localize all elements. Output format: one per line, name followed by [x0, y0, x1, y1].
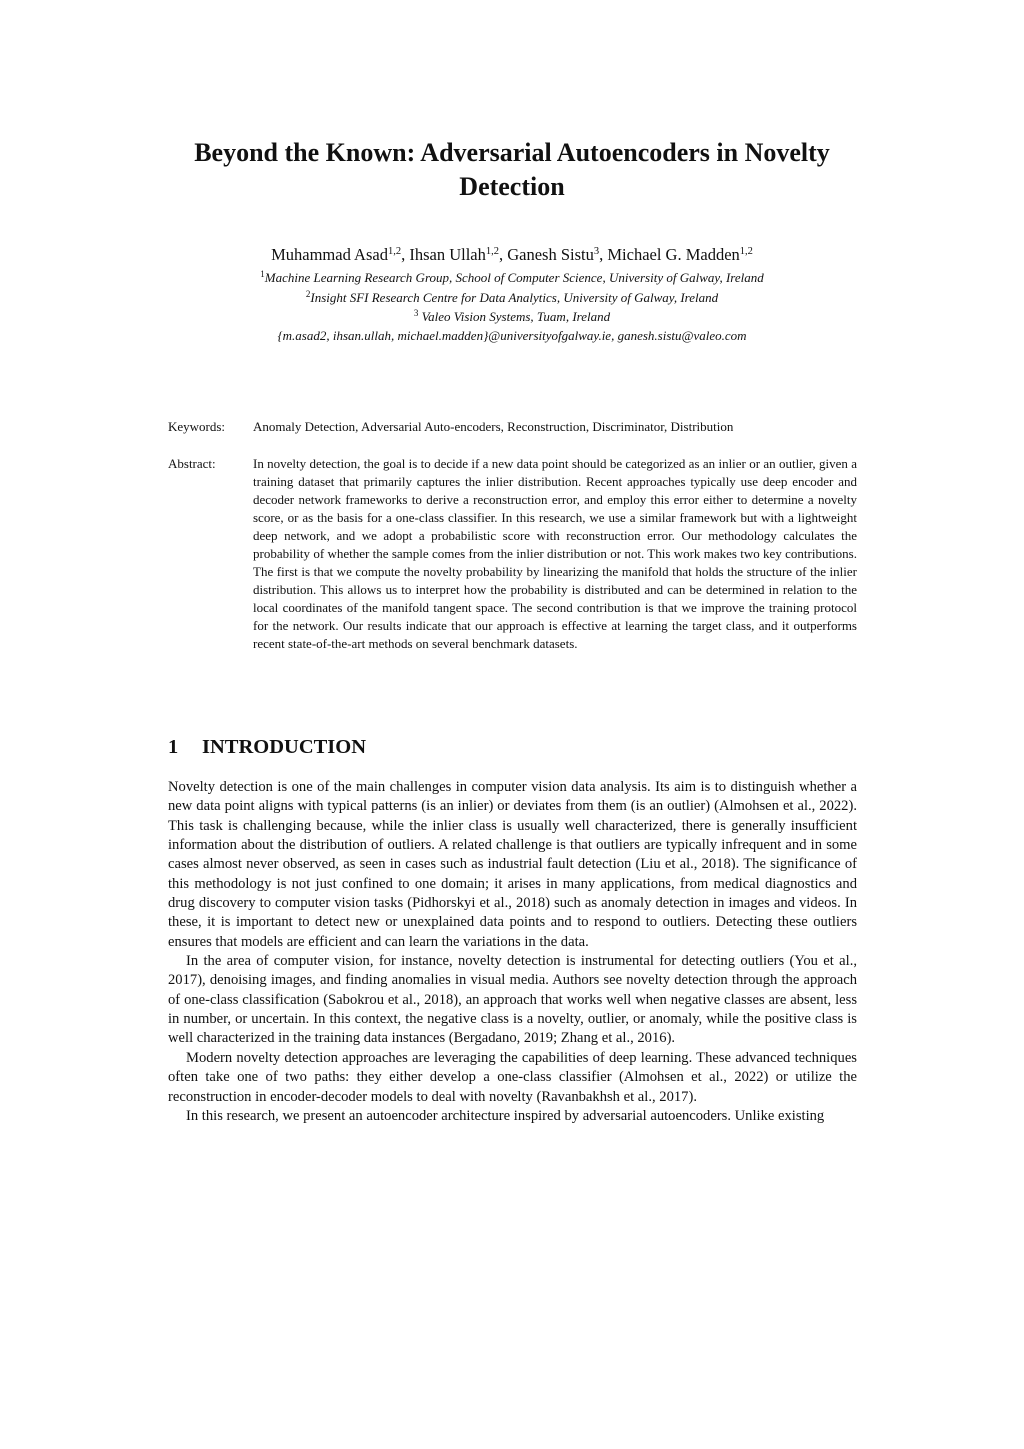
author-separator: ,: [498, 245, 508, 264]
section-number: 1: [168, 736, 179, 758]
affiliation-text: Valeo Vision Systems, Tuam, Ireland: [418, 309, 611, 324]
author-affiliation-mark: 1,2: [739, 246, 753, 258]
abstract-text: In novelty detection, the goal is to decide if a new data point should be categorized as an inlier or an outlier, given a training dataset that primarily captures the inlier distribution. Recent approaches typically use deep encoder and decoder network frameworks to derive a reconstruction error, and employ this error either to determine a novelty score, or as the basis for a one-class classifier. In this research, we use a similar framework but with a lightweight deep network, and we adopt a probabilistic score with reconstruction error. Our methodology calculates the probability of whether the sample comes from the inlier distribution or not. This work makes two key contributions. The first is that we compute the novelty probability by linearizing the manifold that holds the structure of the inlier distribution. This allows us to interpret how the probability is distributed and can be determined in relation to the local coordinates of the manifold tangent space. The second contribution is that we improve the training protocol for the network. Our results indicate that our approach is effective at learning the target class, and it outperforms recent state-of-the-art methods on several benchmark datasets.: [253, 456, 857, 652]
author-list: [120, 244, 904, 266]
author-name: Michael G. Madden: [607, 245, 740, 264]
affiliation-mark: 3: [413, 308, 419, 319]
affiliation-line: [120, 289, 904, 307]
body-paragraph: In this research, we present an autoencoder architecture inspired by adversarial autoencoders. Unlike existing: [186, 1107, 825, 1124]
author-name: Ganesh Sistu: [507, 245, 594, 264]
paper-title: Beyond the Known: Adversarial Autoencoders in Novelty Detection: [194, 138, 830, 201]
affiliation-mark: 1: [260, 269, 265, 280]
author-emails: {m.asad2, ihsan.ullah, michael.madden}@universityofgalway.ie, ganesh.sistu@valeo.com: [277, 328, 747, 343]
author-name: Ihsan Ullah: [409, 245, 486, 264]
section-title: INTRODUCTION: [202, 736, 367, 758]
section-body: [168, 778, 857, 1126]
affiliation-line: [120, 308, 904, 326]
author-affiliation-mark: 3: [593, 246, 600, 258]
author-name: Muhammad Asad: [271, 245, 388, 264]
body-paragraph: In the area of computer vision, for instance, novelty detection is instrumental for detecting outliers (You et al., 2017), denoising images, and finding anomalies in visual media. Authors see novelty detection through the approach of one-class classification (Sabokrou et al., 2018), an approach that works well when negative classes are absent, less in number, or uncertain. In this context, the negative class is a novelty, outlier, or anomaly, while the positive class is well characterized in the training data instances (Bergadano, 2019; Zhang et al., 2016).: [168, 953, 857, 1047]
keywords-label: Keywords:: [168, 419, 226, 434]
abstract-label: Abstract:: [168, 456, 216, 471]
author-separator: ,: [401, 245, 410, 264]
author-separator: ,: [599, 245, 608, 264]
affiliation-line: [120, 269, 904, 287]
section-heading: [168, 734, 366, 760]
body-paragraph: Novelty detection is one of the main challenges in computer vision data analysis. Its aim is to distinguish whether a new data point aligns with typical patterns (is an inlier) or deviates from them (is an outlier) (Almohsen et al., 2022). This task is challenging because, while the inlier class is usually well characterized, there is generally insufficient information about the distribution of outliers. A related challenge is that outliers are typically infrequent and in some cases almost never observed, as seen in cases such as industrial fault detection (Liu et al., 2018). The significance of this methodology is not just confined to one domain; it arises in many applications, from medical diagnostics and drug discovery to computer vision tasks (Pidhorskyi et al., 2018) such as anomaly detection in images and videos. In these, it is important to detect new or unexplained data points and to respond to outliers. Detecting these outliers ensures that models are efficient and can learn the variations in the data.: [168, 779, 857, 950]
affiliation-text: Machine Learning Research Group, School of Computer Science, University of Galway, Ireland: [264, 270, 764, 285]
author-affiliation-mark: 1,2: [387, 246, 402, 258]
affiliation-mark: 2: [305, 289, 311, 300]
author-affiliation-mark: 1,2: [485, 246, 499, 258]
keywords-text: Anomaly Detection, Adversarial Auto-encoders, Reconstruction, Discriminator, Distribution: [253, 419, 734, 434]
body-paragraph: Modern novelty detection approaches are leveraging the capabilities of deep learning. These advanced techniques often take one of two paths: they either develop a one-class classifier (Almohsen et al., 2022) or utilize the reconstruction in encoder-decoder models to deal with novelty (Ravanbakhsh et al., 2017).: [168, 1049, 857, 1105]
affiliation-text: Insight SFI Research Centre for Data Analytics, University of Galway, Ireland: [310, 290, 719, 305]
